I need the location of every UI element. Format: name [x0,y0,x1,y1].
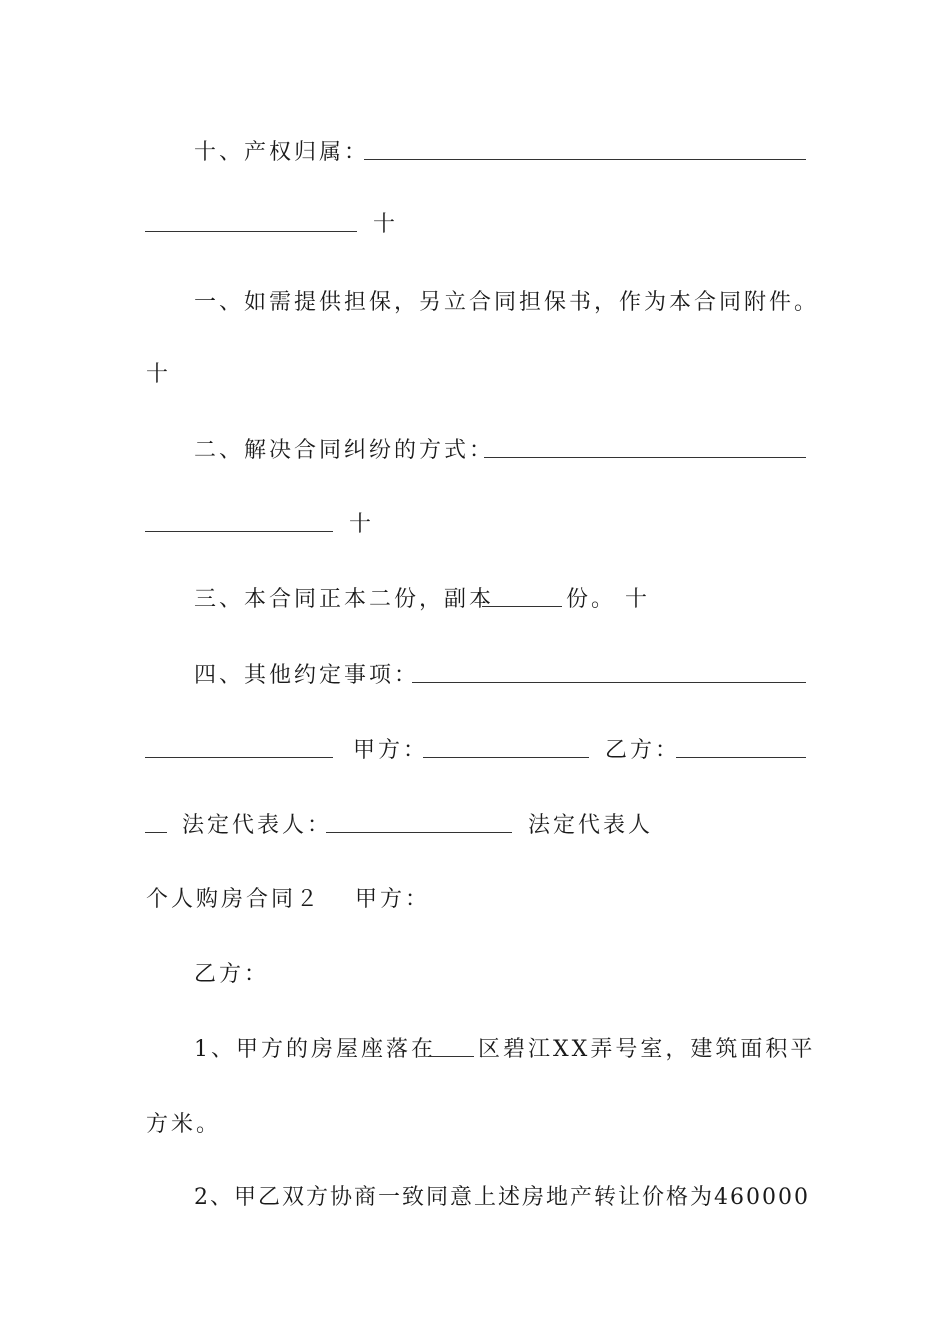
clause-13-copies-blank [482,580,562,607]
contract-2-clause-2-line [0,1178,950,1218]
party-b-blank [676,731,806,758]
party-b-label: 乙方： [605,738,681,763]
district-blank [428,1030,474,1057]
contract-2-party-a: 甲方： [355,887,431,912]
clause-13-text-b: 份。 [566,587,617,612]
clause-14-blank-cont [145,731,333,758]
clause-10-property-line [0,133,950,173]
clause-12-dispute-line [0,431,950,471]
clause-12-text: 二、解决合同纠纷的方式： [194,438,495,463]
clause-13-copies-line [0,580,950,620]
signature-parties-line [0,731,950,771]
clause-14-other-line [0,656,950,696]
contract-2-clause-1-text-b: 区碧江XX弄号室，建筑面积平 [478,1037,816,1062]
contract-2-heading: 个人购房合同２ [146,887,322,912]
clause-14-blank [412,656,806,683]
clause-10-blank [364,133,806,160]
clause-mark: 十 [373,212,399,237]
clause-11-guarantee-line [0,283,950,323]
contract-2-clause-1-line [0,1030,950,1070]
clause-14-text: 四、其他约定事项： [194,663,420,688]
clause-12-continuation [0,505,950,545]
signature-representatives-line [0,806,950,846]
party-b-blank-cont [145,806,167,833]
contract-2-clause-1-continuation [0,1105,950,1145]
clause-10-blank-cont [145,205,357,232]
clause-10-continuation [0,205,950,245]
contract-2-party-b-line [0,955,950,995]
rep-a-label: 法定代表人： [182,813,333,838]
clause-12-blank [484,431,806,458]
clause-mark: 十 [349,512,375,537]
contract-2-clause-1-text-c: 方米。 [146,1112,222,1137]
clause-10-text: 十、产权归属： [194,140,370,165]
rep-b-label: 法定代表人 [528,813,654,838]
clause-mark: 十 [625,587,651,612]
party-a-label: 甲方： [353,738,429,763]
clause-12-blank-cont [145,505,333,532]
contract-2-party-b: 乙方： [194,962,270,987]
contract-2-heading-line [0,880,950,920]
contract-2-clause-2-text: 2、甲乙双方协商一致同意上述房地产转让价格为460000 [194,1185,810,1210]
party-a-blank [423,731,589,758]
clause-11-text: 一、如需提供担保，另立合同担保书，作为本合同附件。 [194,290,820,315]
rep-a-blank [326,806,512,833]
contract-2-clause-1-text-a: 1、甲方的房屋座落在 [194,1037,436,1062]
clause-11-mark-line [0,355,950,395]
clause-mark: 十 [146,362,172,387]
clause-13-text-a: 三、本合同正本二份，副本 [194,587,495,612]
